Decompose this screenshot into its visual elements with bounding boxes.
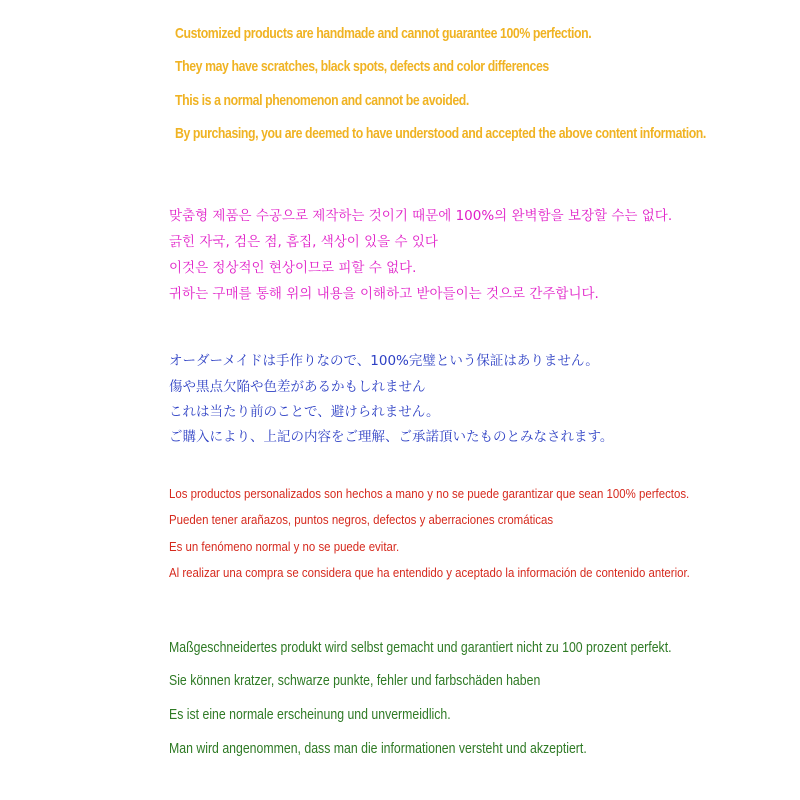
korean-line-1: 맞춤형 제품은 수공으로 제작하는 것이기 때문에 100%의 완벽함을 보장할 수는 없다. bbox=[169, 208, 673, 224]
english-line-4: By purchasing, you are deemed to have understood and accepted the above content information. bbox=[175, 125, 706, 142]
spanish-line-3: Es un fenómeno normal y no se puede evitar. bbox=[169, 539, 400, 554]
english-line-2: They may have scratches, black spots, defects and color differences bbox=[175, 58, 549, 75]
korean-line-4: 귀하는 구매를 통해 위의 내용을 이해하고 받아들이는 것으로 간주합니다. bbox=[169, 286, 599, 302]
english-line-3: This is a normal phenomenon and cannot be avoided. bbox=[175, 92, 469, 109]
english-line-1: Customized products are handmade and cannot guarantee 100% perfection. bbox=[175, 25, 592, 42]
japanese-line-3: これは当たり前のことで、避けられません。 bbox=[169, 404, 440, 420]
german-line-3: Es ist eine normale erscheinung und unvermeidlich. bbox=[169, 706, 451, 723]
japanese-line-2: 傷や黒点欠陥や色差があるかもしれません bbox=[169, 379, 426, 395]
korean-line-3: 이것은 정상적인 현상이므로 피할 수 없다. bbox=[169, 260, 417, 276]
japanese-line-4: ご購入により、上記の内容をご理解、ご承諾頂いたものとみなされます。 bbox=[169, 429, 614, 445]
japanese-line-1: オーダーメイドは手作りなので、100%完璧という保証はありません。 bbox=[169, 353, 599, 369]
german-line-1: Maßgeschneidertes produkt wird selbst gemacht und garantiert nicht zu 100 prozent perfekt. bbox=[169, 639, 672, 656]
german-line-4: Man wird angenommen, dass man die informationen versteht und akzeptiert. bbox=[169, 740, 587, 757]
spanish-line-1: Los productos personalizados son hechos a mano y no se puede garantizar que sean 100% perfectos. bbox=[169, 486, 690, 501]
korean-line-2: 긁힌 자국, 검은 점, 흠집, 색상이 있을 수 있다 bbox=[169, 234, 438, 250]
spanish-line-2: Pueden tener arañazos, puntos negros, defectos y aberraciones cromáticas bbox=[169, 512, 554, 527]
spanish-line-4: Al realizar una compra se considera que ha entendido y aceptado la información de contenido anterior. bbox=[169, 565, 690, 580]
german-line-2: Sie können kratzer, schwarze punkte, fehler und farbschäden haben bbox=[169, 672, 541, 689]
